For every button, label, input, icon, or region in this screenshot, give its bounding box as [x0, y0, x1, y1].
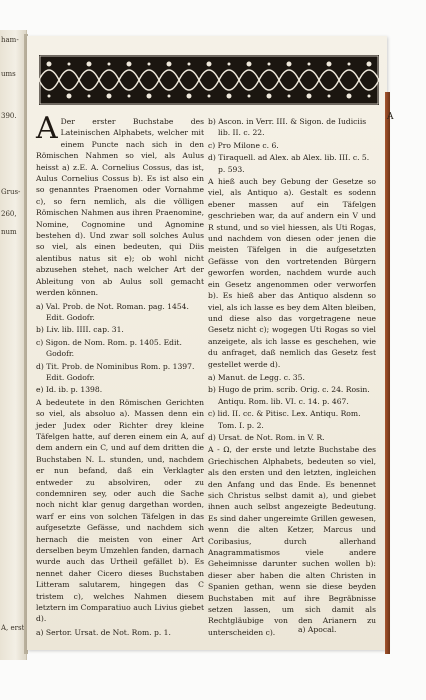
- entry-paragraph: A bedeutete in den Römischen Gerichten so viel, als absoluo a). Massen denn ein jeder Judex oder Richter drey kleine Täfelgen hatte, auf deren einem ein A, auf dem andern ein C, und auf dem dritten die Buchstaben N. L. stunden, und, nachdem er nun befand, daß ein Verklagter entweder zu absolviren, oder zu condemniren sey, oder auch die Sache noch nicht klar genug dargethan worden, warf er eins von solchen Täfelgen in das aufgesetzte Gefässe, und nachdem sich hernach die meisten von einer Art derselben beym Umzehlen fanden, darnach wurde auch das Urtheil gefället b). Es nennet daher Cicero dieses Buchstaben Litteram salutarem, hingegen das C tristem c), welches Nahmen diesem letztern im Comparatiuo auch Livius giebet d).: [36, 397, 204, 624]
- book-cover-board: [385, 92, 390, 654]
- left-page-fragment: A, erst: [1, 624, 25, 632]
- left-page-fragment: num: [1, 228, 17, 236]
- footnote: a) Manut. de Legg. c. 35.: [208, 372, 305, 382]
- footnote: c) Sigon. de Nom. Rom. p. 1405. Edit. Godofr.: [36, 337, 182, 359]
- footnote: a) Sertor. Ursat. de Not. Rom. p. 1.: [36, 627, 171, 637]
- text-column-left: [36, 111, 204, 639]
- entry-text: Der erster Buchstabe des Lateinischen Alphabets, welcher mit einem Puncte nach sich in den Römischen Nahmen so viel, als Aulus heisst a) z.E. A. Cornelius Cossus, das ist, Aulus Cornelius Cossus b). Es ist also ein so genanntes Praenomen oder Vornahme c), so fern nemlich, als die völligen Römischen Nahmen aus ihren Praenomine, Nomine, Cognomine und Agnomine bestehen d). Und zwar soll solches Aulus so viel, als einen bedeuten, qui Diis alentibus natus sit e); ob wohl nicht abzusehen stehet, nach welcher Art der Ableitung von ab Aulus soll gemacht werden können.: [36, 117, 204, 298]
- left-page-fragment: 260,: [1, 210, 17, 218]
- ornamental-headpiece: [39, 55, 379, 105]
- entry-paragraph: A - Ω, der erste und letzte Buchstabe des Griechischen Alphabets, bedeuten so viel, als den ersten und den letzten, ingleichen den Anfang und das Ende. Es benennet sich Christus selbst damit a), und giebet ihnen auch selbst angezeigte Bedeutung. Es sind daher ungereimte Grillen gewesen, wenn die alten Ketzer, Marcus und Coribasius, durch allerhand Anagrammatismos viele andere Geheimnisse darunter suchen wollen b): dieser aber haben die alten Christen in Spanien gethan, wenn sie diese beyden Buchstaben mit auf ihre Begräbnisse setzen lassen, um sich damit als Rechtgläubige von den Arianern zu unterscheiden c).: [208, 445, 376, 637]
- drop-cap: A: [36, 111, 58, 146]
- footnote: d) Tit. Prob. de Nominibus Rom. p. 1397. Edit. Godofr.: [36, 361, 195, 382]
- catchword-footnote: a) Apocal.: [298, 625, 337, 634]
- left-page-edge: [0, 30, 27, 660]
- left-page-fragment: Grus-: [1, 188, 21, 196]
- left-page-fragment: ums: [1, 70, 16, 78]
- entry-paragraph: A hieß auch bey Gebung der Gesetze so viel, als Antiquo a). Gestalt es sodenn ebener massen auf ein Täfelgen geschrieben war, da auf andern ein V und R stund, und so viel hiessen, als Uti Rogas, und nachdem von diesen oder jenen die meisten Täfelgen in die aufgesetzten Gefässe von den vortretenden Bürgern geworfen worden, nachdem wurde auch ein Gesetz angenommen oder verworfen b). Es hieß aber das Antiquo alsdenn so viel, als ich lasse es bey dem Alten bleiben, und diese also das vorgetragene neue Gesetz nicht c); wogegen Uti Rogas so viel anzeigete, als ich lasse es geschehen, wie du anfraget, daß nemlich das Gesetz fest gestellet werde d).: [208, 177, 376, 369]
- footnote: c) Pro Milone c. 6.: [208, 140, 279, 150]
- footnote: a) Val. Prob. de Not. Roman. pag. 1454. Edit. Godofr.: [36, 301, 189, 322]
- footnote: c) lid. II. cc. & Pitisc. Lex. Antiqu. Rom. Tom. I. p. 2.: [208, 409, 361, 430]
- left-page-fragment: ham-: [1, 36, 19, 44]
- footnote: b) Liv. lib. IIII. cap. 31.: [36, 325, 124, 335]
- page-section-letter: A: [387, 112, 394, 122]
- footnote: b) Hugo de prim. scrib. Orig. c. 24. Rosin. Antiqu. Rom. lib. VI. c. 14. p. 467.: [208, 385, 370, 406]
- footnote: b) Ascon. in Verr. III. & Sigon. de Iudiciis lib. II. c. 22.: [208, 117, 367, 138]
- footnote: d) Ursat. de Not. Rom. in V. R.: [208, 432, 325, 442]
- text-column-right: [208, 116, 376, 640]
- footnote: e) Id. ib. p. 1398.: [36, 385, 103, 395]
- entry-paragraph: [36, 111, 204, 299]
- left-page-fragment: 390.: [1, 112, 17, 120]
- footnote: d) Tiraquell. ad Alex. ab Alex. lib. III. c. 5. p. 593.: [208, 153, 370, 174]
